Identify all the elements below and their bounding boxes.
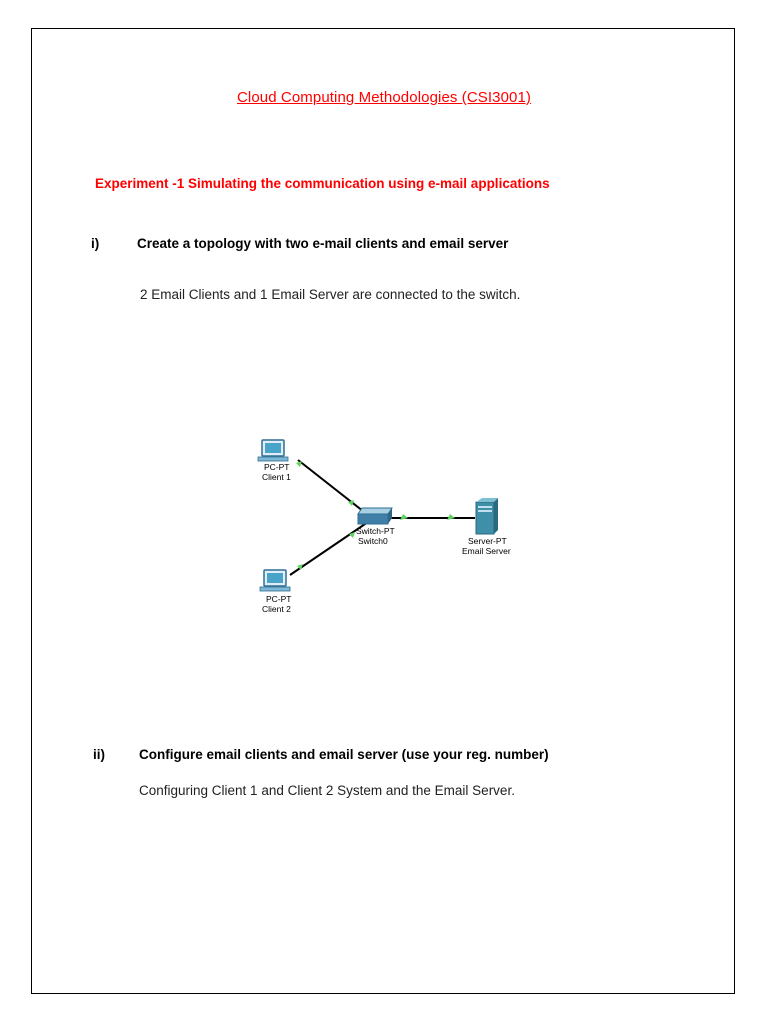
step-2-number: ii) xyxy=(93,747,105,762)
step-1-description: 2 Email Clients and 1 Email Server are connected to the switch. xyxy=(140,287,521,302)
document-title: Cloud Computing Methodologies (CSI3001) xyxy=(236,89,532,106)
client2-name-label: Client 2 xyxy=(262,604,291,614)
client2-type-label: PC-PT xyxy=(266,594,292,604)
server-icon[interactable] xyxy=(476,498,498,534)
experiment-heading: Experiment -1 Simulating the communication using e-mail applications xyxy=(95,176,550,191)
client1-name-label: Client 1 xyxy=(262,472,291,482)
step-2-description: Configuring Client 1 and Client 2 System and the Email Server. xyxy=(139,783,515,798)
client1-pc-icon[interactable] xyxy=(258,440,288,461)
network-topology-diagram xyxy=(240,430,530,630)
switch-name-label: Switch0 xyxy=(358,536,388,546)
server-type-label: Server-PT xyxy=(468,536,507,546)
switch-type-label: Switch-PT xyxy=(356,526,395,536)
step-1-number: i) xyxy=(91,236,100,251)
link-client1-switch xyxy=(298,460,368,515)
step-1-title: Create a topology with two e-mail clients and email server xyxy=(137,236,509,251)
server-name-label: Email Server xyxy=(462,546,511,556)
topology-svg xyxy=(240,430,530,630)
step-2-title: Configure email clients and email server (use your reg. number) xyxy=(139,747,549,762)
switch-icon[interactable] xyxy=(358,508,392,524)
client2-pc-icon[interactable] xyxy=(260,570,290,591)
client1-type-label: PC-PT xyxy=(264,462,290,472)
